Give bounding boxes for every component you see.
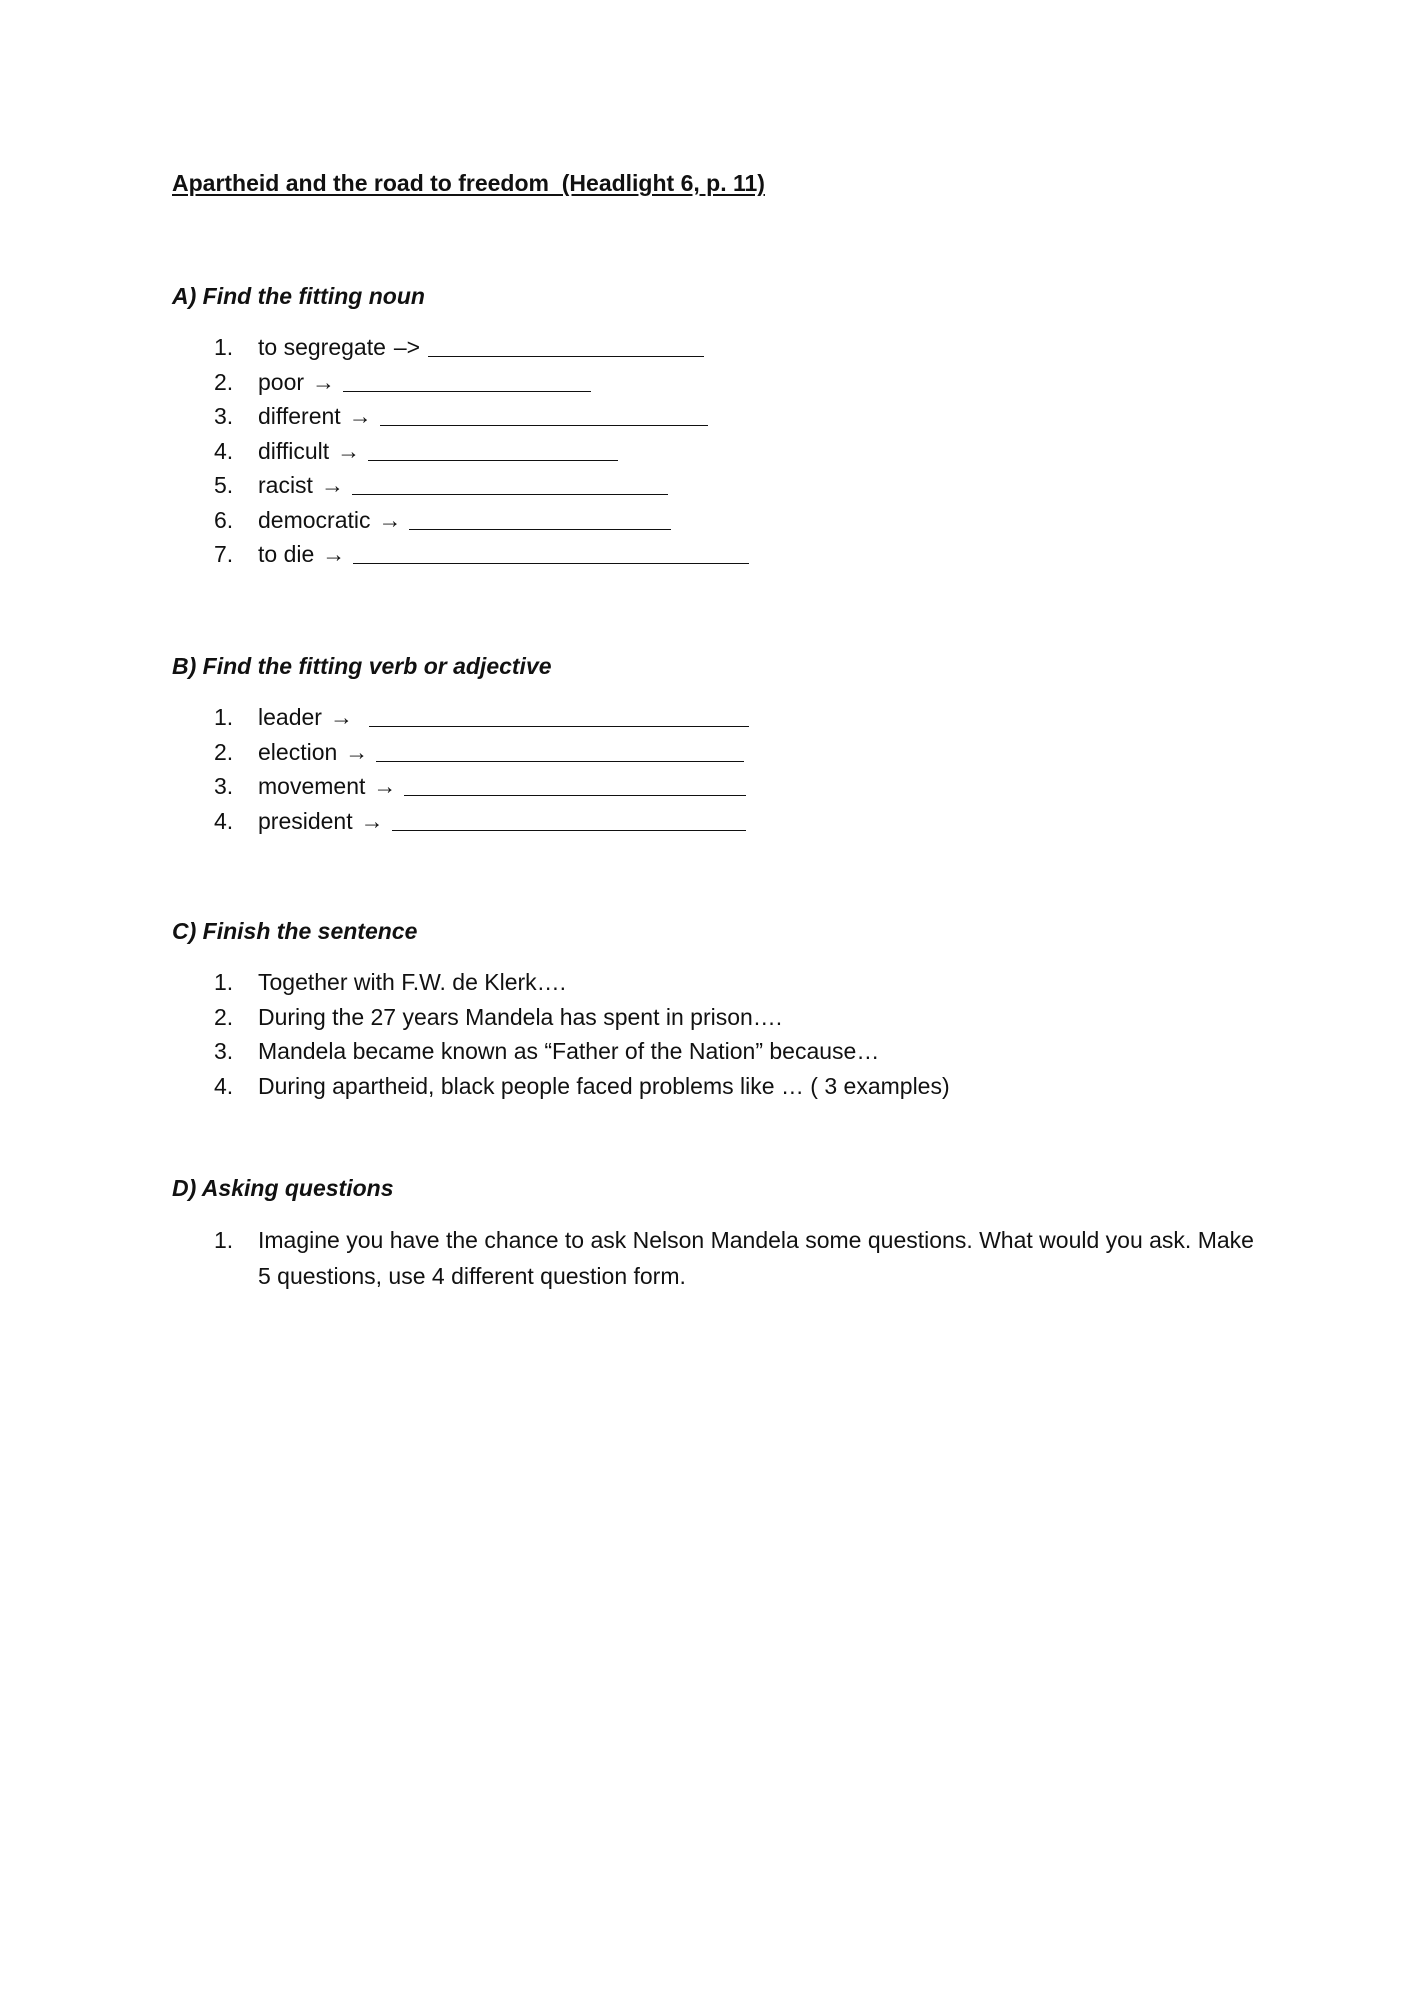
item-sentence: During apartheid, black people faced problems like … ( 3 examples) (258, 1072, 950, 1099)
list-item (172, 434, 1292, 469)
item-word: to segregate (258, 334, 386, 360)
item-sentence: During the 27 years Mandela has spent in prison…. (258, 1003, 783, 1030)
list-item (172, 1034, 1292, 1069)
item-number: 4. (214, 437, 234, 464)
item-sentence: Together with F.W. de Klerk…. (258, 969, 567, 995)
worksheet-title: Apartheid and the road to freedom (Headlight 6, p. 11) (172, 170, 765, 196)
arrow-icon: → (360, 807, 384, 834)
arrow-icon: → (348, 403, 372, 429)
item-word: different (258, 403, 341, 429)
arrow-icon: → (337, 437, 361, 464)
arrow-icon: → (378, 506, 402, 533)
item-number: 3. (214, 773, 234, 799)
item-number: 1. (214, 969, 234, 995)
list-item (172, 399, 1292, 434)
section-a-heading: A) Find the fitting noun (172, 283, 425, 309)
answer-blank[interactable] (369, 704, 749, 727)
item-number: 6. (214, 506, 234, 533)
answer-blank[interactable] (380, 403, 708, 426)
item-word: racist (258, 472, 313, 498)
section-c-list (172, 965, 1292, 1103)
item-word: leader (258, 704, 322, 730)
item-number: 4. (214, 1072, 234, 1099)
answer-blank[interactable] (353, 541, 749, 564)
list-item (172, 503, 1292, 538)
section-b-heading: B) Find the fitting verb or adjective (172, 653, 552, 679)
section-d-heading: D) Asking questions (172, 1175, 394, 1201)
item-word: to die (258, 541, 315, 567)
arrow-icon: → (329, 704, 353, 730)
list-item (172, 1000, 1292, 1035)
arrow-icon: → (322, 541, 346, 567)
arrow-icon: → (312, 368, 336, 395)
section-c-heading: C) Finish the sentence (172, 918, 418, 944)
list-item (172, 1069, 1292, 1104)
answer-blank[interactable] (368, 438, 618, 461)
item-number: 7. (214, 541, 234, 567)
item-number: 2. (214, 738, 234, 765)
item-number: 3. (214, 403, 234, 429)
item-number: 2. (214, 368, 234, 395)
list-item (172, 468, 1292, 503)
item-number: 1. (214, 704, 234, 730)
arrow-icon: → (345, 738, 369, 765)
item-word: election (258, 738, 338, 765)
worksheet-page (172, 170, 1292, 1289)
item-number: 5. (214, 472, 234, 498)
list-item (172, 769, 1292, 804)
list-item (172, 1222, 1292, 1294)
answer-blank[interactable] (428, 334, 704, 357)
item-number: 4. (214, 807, 234, 834)
list-item (172, 365, 1292, 400)
answer-blank[interactable] (404, 773, 746, 796)
arrow-icon: → (320, 472, 344, 498)
item-instruction: Imagine you have the chance to ask Nelson Mandela some questions. What would you ask. Make 5 questions, use 4 different question form. (258, 1227, 1254, 1289)
answer-blank[interactable] (376, 739, 744, 762)
answer-blank[interactable] (352, 472, 668, 495)
list-item (172, 965, 1292, 1000)
item-word: democratic (258, 506, 371, 533)
answer-blank[interactable] (343, 369, 591, 392)
arrow-icon: –> (393, 334, 421, 360)
section-c (172, 915, 1292, 1103)
item-word: president (258, 807, 353, 834)
list-item (172, 700, 1292, 735)
list-item (172, 537, 1292, 572)
item-number: 2. (214, 1003, 234, 1030)
item-word: difficult (258, 437, 330, 464)
item-number: 3. (214, 1038, 234, 1064)
answer-blank[interactable] (392, 808, 746, 831)
section-b (172, 650, 1292, 838)
arrow-icon: → (373, 773, 397, 799)
section-d-list (172, 1222, 1292, 1294)
section-b-list (172, 700, 1292, 838)
list-item (172, 330, 1292, 365)
item-word: movement (258, 773, 366, 799)
list-item (172, 735, 1292, 770)
section-a-list (172, 330, 1292, 572)
section-a (172, 280, 1292, 572)
list-item (172, 804, 1292, 839)
item-number: 1. (214, 1227, 234, 1253)
item-word: poor (258, 368, 305, 395)
item-sentence: Mandela became known as “Father of the Nation” because… (258, 1038, 880, 1064)
item-number: 1. (214, 334, 234, 360)
section-d (172, 1172, 1292, 1294)
answer-blank[interactable] (409, 507, 671, 530)
